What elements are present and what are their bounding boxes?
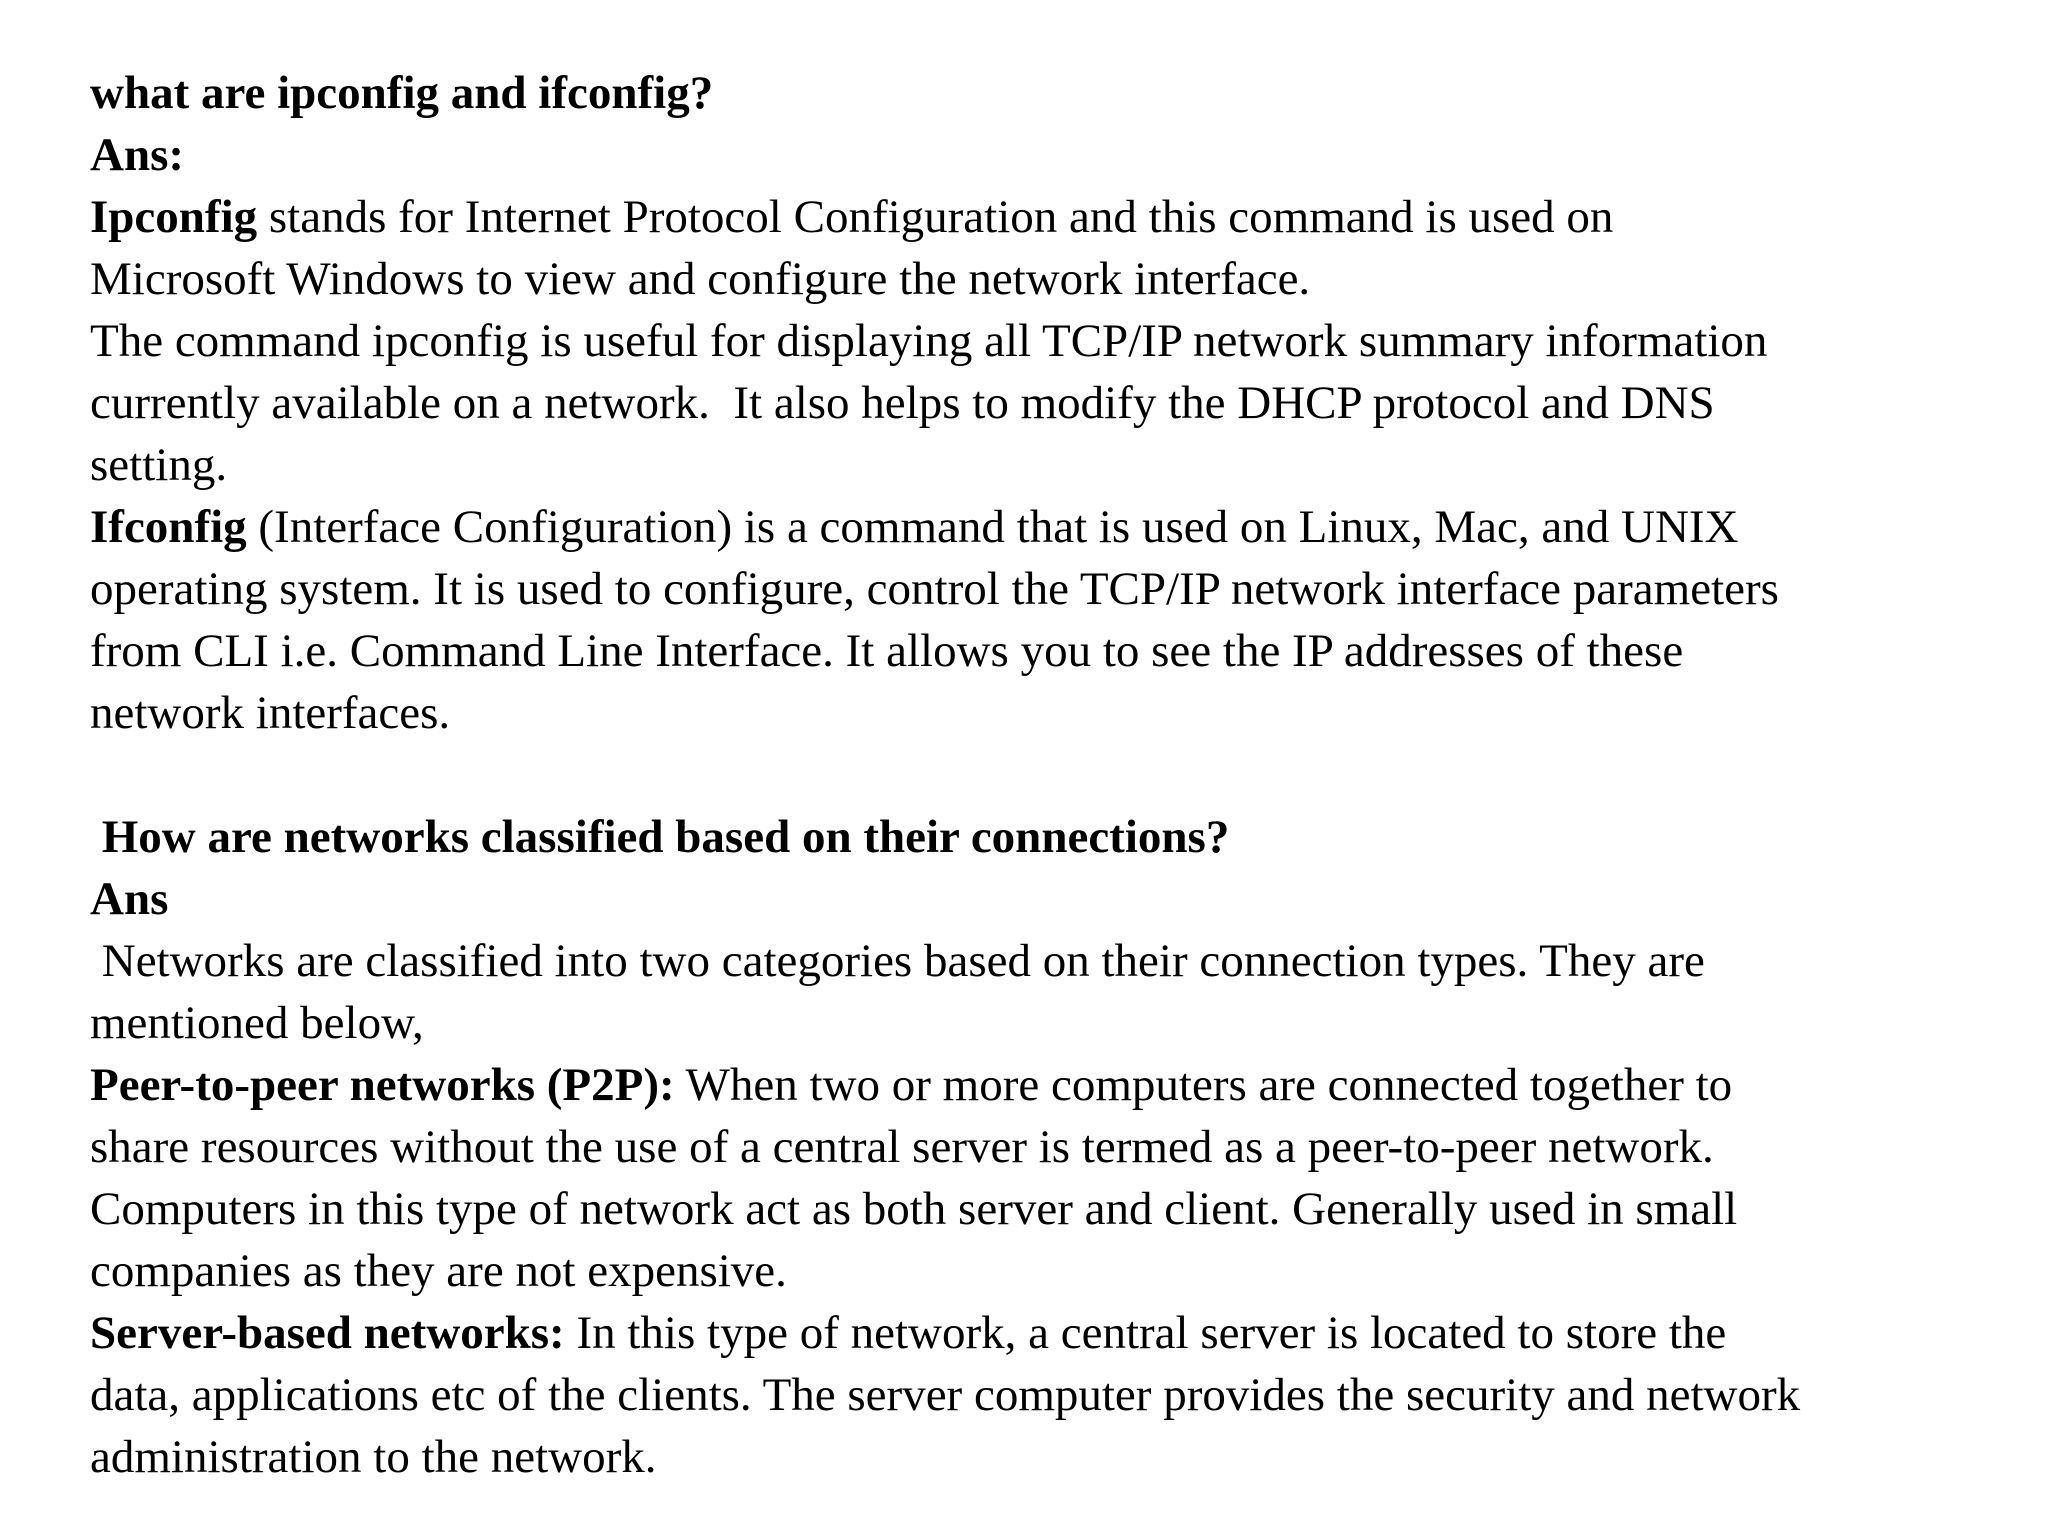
server-text: In this type of network, a central server is located to store the [564,1307,1727,1359]
p2p-paragraph-line-2: share resources without the use of a central server is termed as a peer-to-peer network. [90,1121,1714,1173]
question-network-classification: How are networks classified based on their connections? [90,811,1230,863]
document-page [90,62,1990,1488]
p2p-term: Peer-to-peer networks (P2P): [90,1059,675,1111]
ipconfig-paragraph-line-2: Microsoft Windows to view and configure the network interface. [90,253,1311,305]
ifconfig-paragraph-line-4: network interfaces. [90,687,451,739]
server-paragraph-line-2: data, applications etc of the clients. The server computer provides the security and network [90,1369,1801,1421]
command-paragraph-line-2: currently available on a network. It also helps to modify the DHCP protocol and DNS [90,377,1715,429]
command-paragraph-line-1: The command ipconfig is useful for displaying all TCP/IP network summary information [90,315,1768,367]
answer-label: Ans: [90,129,185,181]
server-paragraph-line-1 [90,1302,1990,1364]
intro-paragraph-line-1: Networks are classified into two categories based on their connection types. They are [90,935,1705,987]
server-term: Server-based networks: [90,1307,565,1359]
ipconfig-term: Ipconfig [90,191,258,243]
ifconfig-paragraph-line-1 [90,496,1990,558]
question-ipconfig-ifconfig: what are ipconfig and ifconfig? [90,67,714,119]
answer-label-2: Ans [90,873,169,925]
ifconfig-paragraph-line-2: operating system. It is used to configure, control the TCP/IP network interface parameters [90,563,1779,615]
ifconfig-text: (Interface Configuration) is a command that is used on Linux, Mac, and UNIX [246,501,1739,553]
p2p-paragraph-line-4: companies as they are not expensive. [90,1245,787,1297]
p2p-text: When two or more computers are connected together to [674,1059,1733,1111]
ipconfig-paragraph-line-1 [90,186,1990,248]
p2p-paragraph-line-1 [90,1054,1990,1116]
intro-paragraph-line-2: mentioned below, [90,997,424,1049]
command-paragraph-line-3: setting. [90,439,228,491]
server-paragraph-line-3: administration to the network. [90,1431,657,1483]
ifconfig-paragraph-line-3: from CLI i.e. Command Line Interface. It allows you to see the IP addresses of these [90,625,1684,677]
ipconfig-text: stands for Internet Protocol Configuration and this command is used on [257,191,1614,243]
p2p-paragraph-line-3: Computers in this type of network act as both server and client. Generally used in small [90,1183,1738,1235]
ifconfig-term: Ifconfig [90,501,247,553]
section-spacer [90,744,1990,806]
